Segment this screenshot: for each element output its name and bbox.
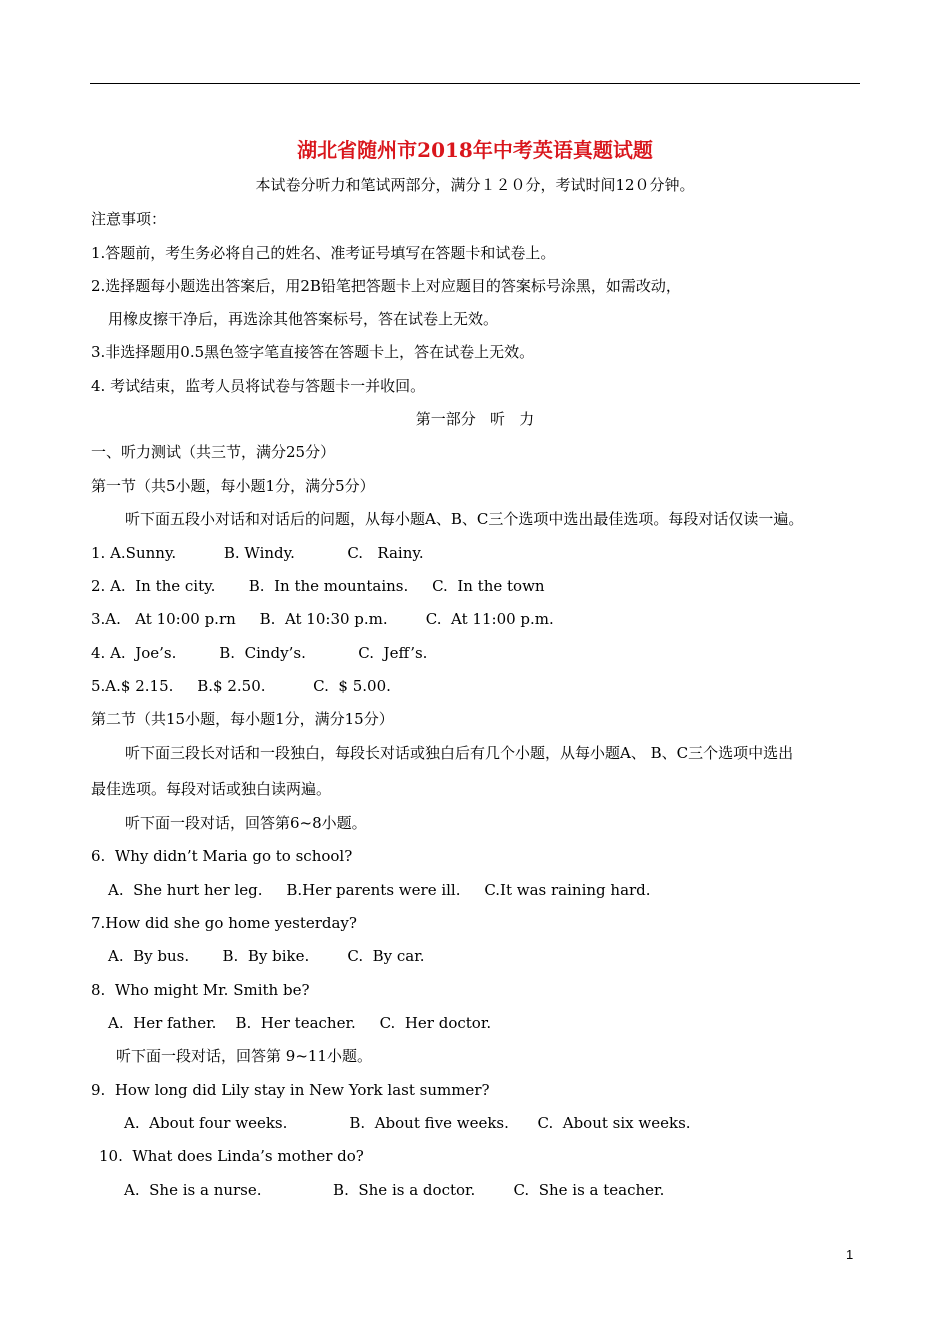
sec2-instruction-line2: 最佳选项。每段对话或独白读两遍。 (91, 780, 332, 798)
note-2-continued: 用橡皮擦干净后，再选涂其他答案标号，答在试卷上无效。 (108, 310, 499, 328)
section-heading: 一、听力测试（共三节，满分25分） (91, 443, 336, 461)
question-8-options: A. Her father. B. Her teacher. C. Her doctor. (108, 1014, 492, 1032)
note-4: 4. 考试结束，监考人员将试卷与答题卡一并收回。 (91, 377, 426, 395)
question-2: 2. A. In the city. B. In the mountains. C. In the town (91, 577, 545, 595)
part-heading: 第一部分 听 力 (415, 410, 535, 428)
question-3: 3.A. At 10:00 p.rn B. At 10:30 p.m. C. At 11:00 p.m. (91, 610, 554, 628)
sec1-heading: 第一节（共5小题，每小题1分，满分5分） (91, 477, 375, 495)
note-2: 2.选择题每小题选出答案后，用2B铅笔把答题卡上对应题目的答案标号涂黑，如需改动， (91, 277, 681, 295)
sec2-heading: 第二节（共15小题，每小题1分，满分15分） (91, 710, 394, 728)
question-10-options: A. She is a nurse. B. She is a doctor. C. She is a teacher. (124, 1181, 665, 1199)
question-6-options: A. She hurt her leg. B.Her parents were ill. C.It was raining hard. (108, 881, 651, 899)
question-9-options: A. About four weeks. B. About five weeks. C. About six weeks. (124, 1114, 691, 1132)
exam-intro: 本试卷分听力和笔试两部分，满分１２０分，考试时间12０分钟。 (255, 176, 695, 194)
question-1: 1. A.Sunny. B. Windy. C. Rainy. (91, 544, 424, 562)
question-4: 4. A. Joe’s. B. Cindy’s. C. Jeff’s. (91, 644, 428, 662)
question-7: 7.How did she go home yesterday? (91, 914, 357, 932)
header-rule (90, 83, 860, 84)
question-8: 8. Who might Mr. Smith be? (91, 981, 310, 999)
dialog2-intro: 听下面一段对话，回答第 9~11小题。 (116, 1047, 372, 1065)
question-5: 5.A.$ 2.15. B.$ 2.50. C. $ 5.00. (91, 677, 391, 695)
page-number: 1 (846, 1247, 854, 1262)
sec2-instruction-line1: 听下面三段长对话和一段独白，每段长对话或独白后有几个小题，从每小题A、 B、C三个选项中选出 (125, 744, 794, 762)
dialog1-intro: 听下面一段对话，回答第6~8小题。 (125, 814, 367, 832)
question-10: 10. What does Linda’s mother do? (99, 1147, 364, 1165)
note-3: 3.非选择题用0.5黑色签字笔直接答在答题卡上，答在试卷上无效。 (91, 343, 535, 361)
question-9: 9. How long did Lily stay in New York last summer? (91, 1081, 490, 1099)
question-7-options: A. By bus. B. By bike. C. By car. (108, 947, 425, 965)
document-title: 湖北省随州市2018年中考英语真题试题 (297, 138, 653, 162)
notes-heading: 注意事项： (91, 210, 167, 228)
sec1-instruction: 听下面五段小对话和对话后的问题，从每小题A、B、C三个选项中选出最佳选项。每段对话仅读一遍。 (125, 510, 804, 528)
note-1: 1.答题前，考生务必将自己的姓名、准考证号填写在答题卡和试卷上。 (91, 244, 556, 262)
question-6: 6. Why didn’t Maria go to school? (91, 847, 353, 865)
